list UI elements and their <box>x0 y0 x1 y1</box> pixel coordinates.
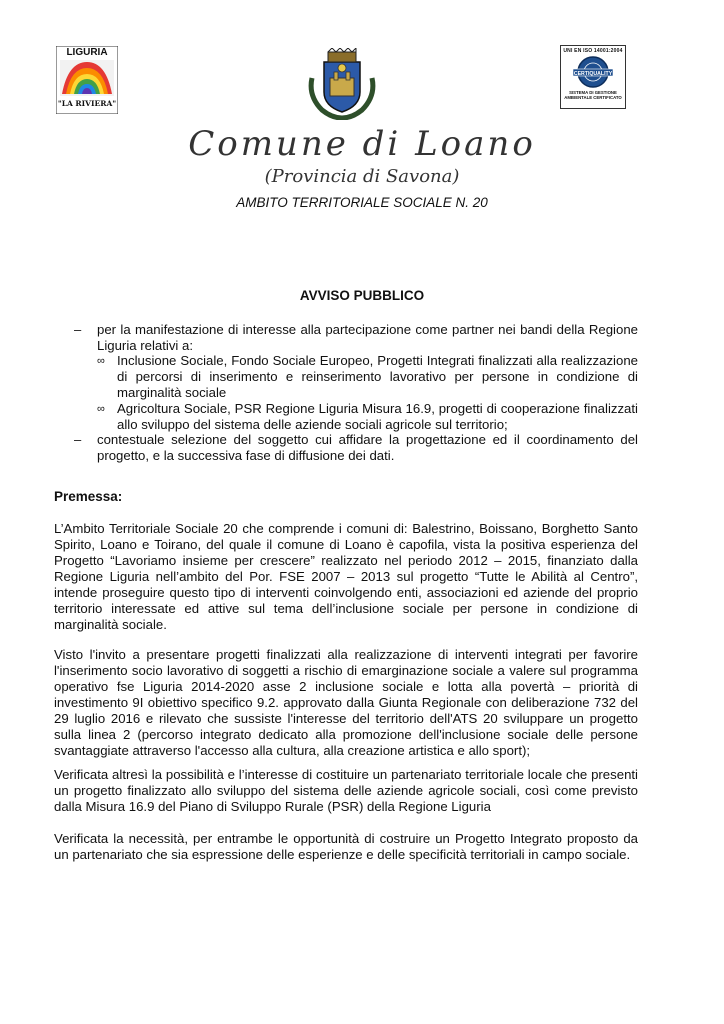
sub-item-inclusione: Inclusione Sociale, Fondo Sociale Europeo, Progetti Integrati finalizzati alla realizzazione di percorsi di inserimento e reinserimento lavorativo per persone in condizione di marginalità sociale <box>117 353 638 400</box>
cert-brand-label: CERTIQUALITY <box>573 70 613 77</box>
list-item-selezione: contestuale selezione del soggetto cui affidare la progettazione ed il coordinamento del progetto, e la successiva fase di diffusione dei dati. <box>97 432 638 463</box>
paragraph-verificata-necessita: Verificata la necessità, per entrambe le opportunità di costruire un Progetto Integrato proposto da un partenariato che sia espressione delle esperienze e delle specificità territoriali in campo sociale. <box>54 831 638 862</box>
bullet-infinity: ∞ <box>97 355 105 367</box>
comune-title: Comune di Loano <box>188 124 536 164</box>
bullet-dash: – <box>74 432 82 447</box>
premessa-heading: Premessa: <box>54 489 123 504</box>
certiquality-logo <box>560 45 626 109</box>
paragraph-visto: Visto l'invito a presentare progetti finalizzati alla realizzazione di interventi integrati per favorire l'inserimento socio lavorativo di soggetti a rischio di emarginazione sociale a valere sul programma operativo fse Liguria 2014-2020 asse 2 inclusione sociale e lotta alla povertà – priorità di investimento 9I obiettivo specifico 9.2. approvato dalla Giunta Regionale con deliberazione 732 del 29 luglio 2016 e rilevato che sussiste l'interesse del territorio dell'ATS 20 sviluppare un progetto sulla linea 2 (percorso integrato dedicato alla promozione dell'inclusione sociale delle persone svantaggiate attraverso l'accesso alla cultura, alla creazione artistica e allo sport); <box>54 647 638 758</box>
comune-crest-icon <box>304 48 380 120</box>
cert-standard-label: UNI EN ISO 14001:2004 <box>563 48 623 54</box>
document-title: AVVISO PUBBLICO <box>299 288 425 303</box>
bullet-dash: – <box>74 322 82 337</box>
liguria-logo-subtitle: "LA RIVIERA" <box>57 99 117 108</box>
paragraph-ambito: L’Ambito Territoriale Sociale 20 che comprende i comuni di: Balestrino, Boissano, Borghetto Santo Spirito, Loano e Toirano, del quale il comune di Loano è capofila, vista la positiva esperienza del Progetto “Lavoriamo insieme per crescere” realizzato nel periodo 2012 – 2015, finanziato dalla Regione Liguria nell’ambito del Por. FSE 2007 – 2013 sul progetto “Tutte le Abilità al Centro”, intende proseguire questo tipo di interventi coinvolgendo enti, associazioni ed aziende del proprio territorio interessate ed attive sul tema dell’inclusione sociale per persone in condizione di marginalità sociale. <box>54 521 638 632</box>
liguria-riviera-logo <box>56 46 118 114</box>
paragraph-verificata-possibilita: Verificata altresì la possibilità e l’interesse di costituire un partenariato territoriale locale che presenti un progetto finalizzato allo sviluppo del sistema delle aziende agricole sociali, così come previsto dalla Misura 16.9 del Piano di Sviluppo Rurale (PSR) della Regione Liguria <box>54 767 638 814</box>
liguria-logo-title: LIGURIA <box>66 47 108 58</box>
sub-item-agricoltura: Agricoltura Sociale, PSR Regione Liguria Misura 16.9, progetti di cooperazione finalizzati allo sviluppo del sistema delle aziende sociali agricole sul territorio; <box>117 401 638 432</box>
bullet-infinity: ∞ <box>97 403 105 415</box>
provincia-subtitle: (Provincia di Savona) <box>264 166 460 187</box>
list-item-manifestazione: per la manifestazione di interesse alla partecipazione come partner nei bandi della Regione Liguria relativi a: <box>97 322 638 353</box>
ambito-heading: AMBITO TERRITORIALE SOCIALE N. 20 <box>236 195 488 210</box>
cert-description: SISTEMA DI GESTIONE AMBIENTALE CERTIFICATO <box>564 90 622 100</box>
